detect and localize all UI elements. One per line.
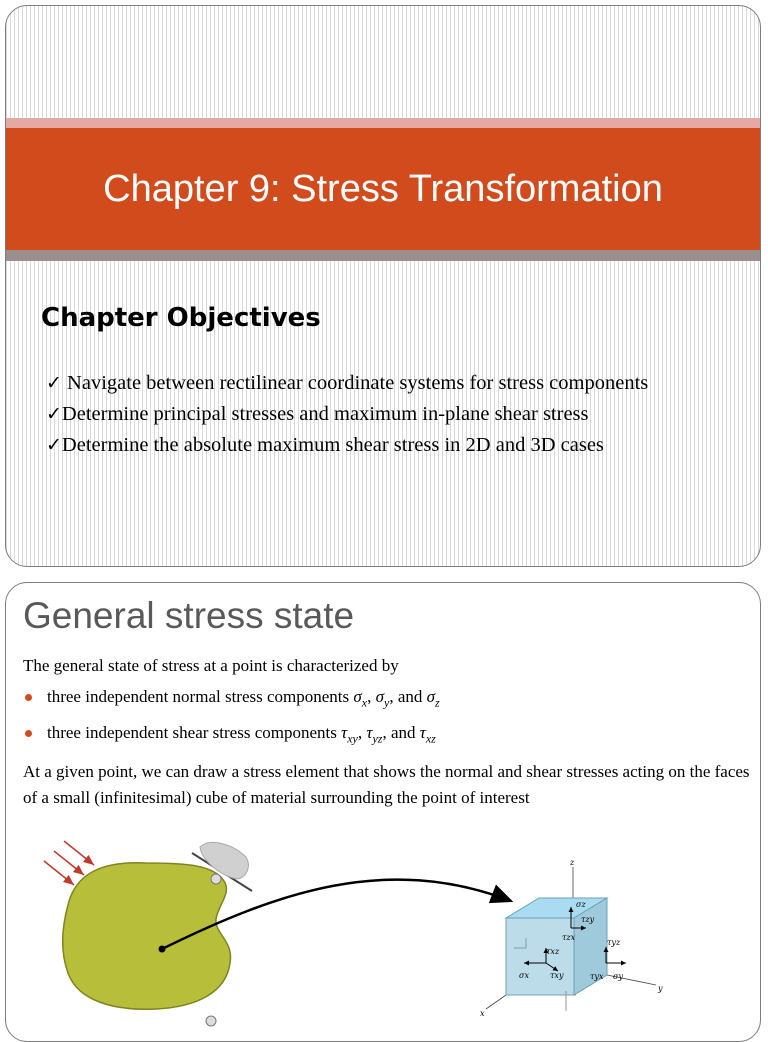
objective-item xyxy=(46,399,736,430)
sigma-y-label: σy xyxy=(613,972,623,981)
title-banner xyxy=(6,128,760,250)
stress-cube xyxy=(480,858,663,1018)
y-axis-label: y xyxy=(658,984,663,993)
objective-item xyxy=(46,430,736,461)
objectives-heading: Chapter Objectives xyxy=(41,303,321,333)
bullet-shear-stresses: three independent shear stress components $\tau_{xy}$, $\tau_{yz}$, and $\tau_{xz}$ xyxy=(23,722,753,749)
bullet-icon xyxy=(25,730,32,737)
objective-text: Navigate between rectilinear coordinate systems for stress components xyxy=(61,372,649,394)
bullet-icon xyxy=(25,694,32,701)
objective-item xyxy=(46,368,736,399)
tau-zy-label: τzy xyxy=(581,915,595,924)
bullet-text: three independent shear stress components xyxy=(47,723,342,743)
checkmark-icon: ✓ xyxy=(46,403,62,425)
objective-text: Determine the absolute maximum shear stress in 2D and 3D cases xyxy=(61,434,604,456)
tau-yx-label: τyx xyxy=(590,972,604,981)
title-slide xyxy=(5,5,761,567)
tau-xy-label: τxy xyxy=(550,971,564,980)
intro-text: The general state of stress at a point is characterized by xyxy=(23,656,399,675)
tau-yz-symbol: $\tau_{yz}$ xyxy=(366,723,383,746)
slide-body xyxy=(23,655,753,811)
objective-text: Determine principal stresses and maximum in-plane shear stress xyxy=(61,403,589,425)
sigma-y-symbol: $\sigma_y$ xyxy=(375,687,390,710)
loaded-body-shape xyxy=(63,863,231,1009)
accent-band xyxy=(6,118,760,128)
tau-xy-symbol: $\tau_{xy}$ xyxy=(341,723,358,746)
sigma-z-symbol: $\sigma_z$ xyxy=(426,687,440,710)
z-axis-label: z xyxy=(570,858,575,867)
content-slide xyxy=(5,582,761,1042)
tau-xz-symbol: $\tau_{xz}$ xyxy=(419,723,436,746)
tau-zx-label: τzx xyxy=(562,933,576,942)
checkmark-icon: ✓ xyxy=(46,372,62,394)
bullet-normal-stresses: three independent normal stress components $\sigma_x$, $\sigma_y$, and $\sigma_z$ xyxy=(23,686,753,713)
x-axis-label: x xyxy=(480,1009,485,1018)
sigma-x-label: σx xyxy=(519,971,529,980)
bullet-text: three independent normal stress components xyxy=(47,687,354,706)
checkmark-icon: ✓ xyxy=(46,434,62,456)
support-bottom-icon xyxy=(206,1016,216,1026)
tau-xz-label: τxz xyxy=(546,947,560,956)
divider-band xyxy=(6,250,760,261)
tau-yz-label: τyz xyxy=(607,938,621,947)
slide-title: General stress state xyxy=(23,595,355,636)
sigma-x-symbol: $\sigma_x$ xyxy=(353,687,368,710)
objectives-list xyxy=(46,368,736,461)
sigma-z-label: σz xyxy=(576,900,586,909)
slide-title: Chapter 9: Stress Transformation xyxy=(103,167,663,210)
stress-element-paragraph: At a given point, we can draw a stress element that shows the normal and shear stresses acting on the faces of a small (infinitesimal) cube of material surrounding the point of interest xyxy=(23,761,750,807)
stress-element-figure xyxy=(6,823,761,1042)
